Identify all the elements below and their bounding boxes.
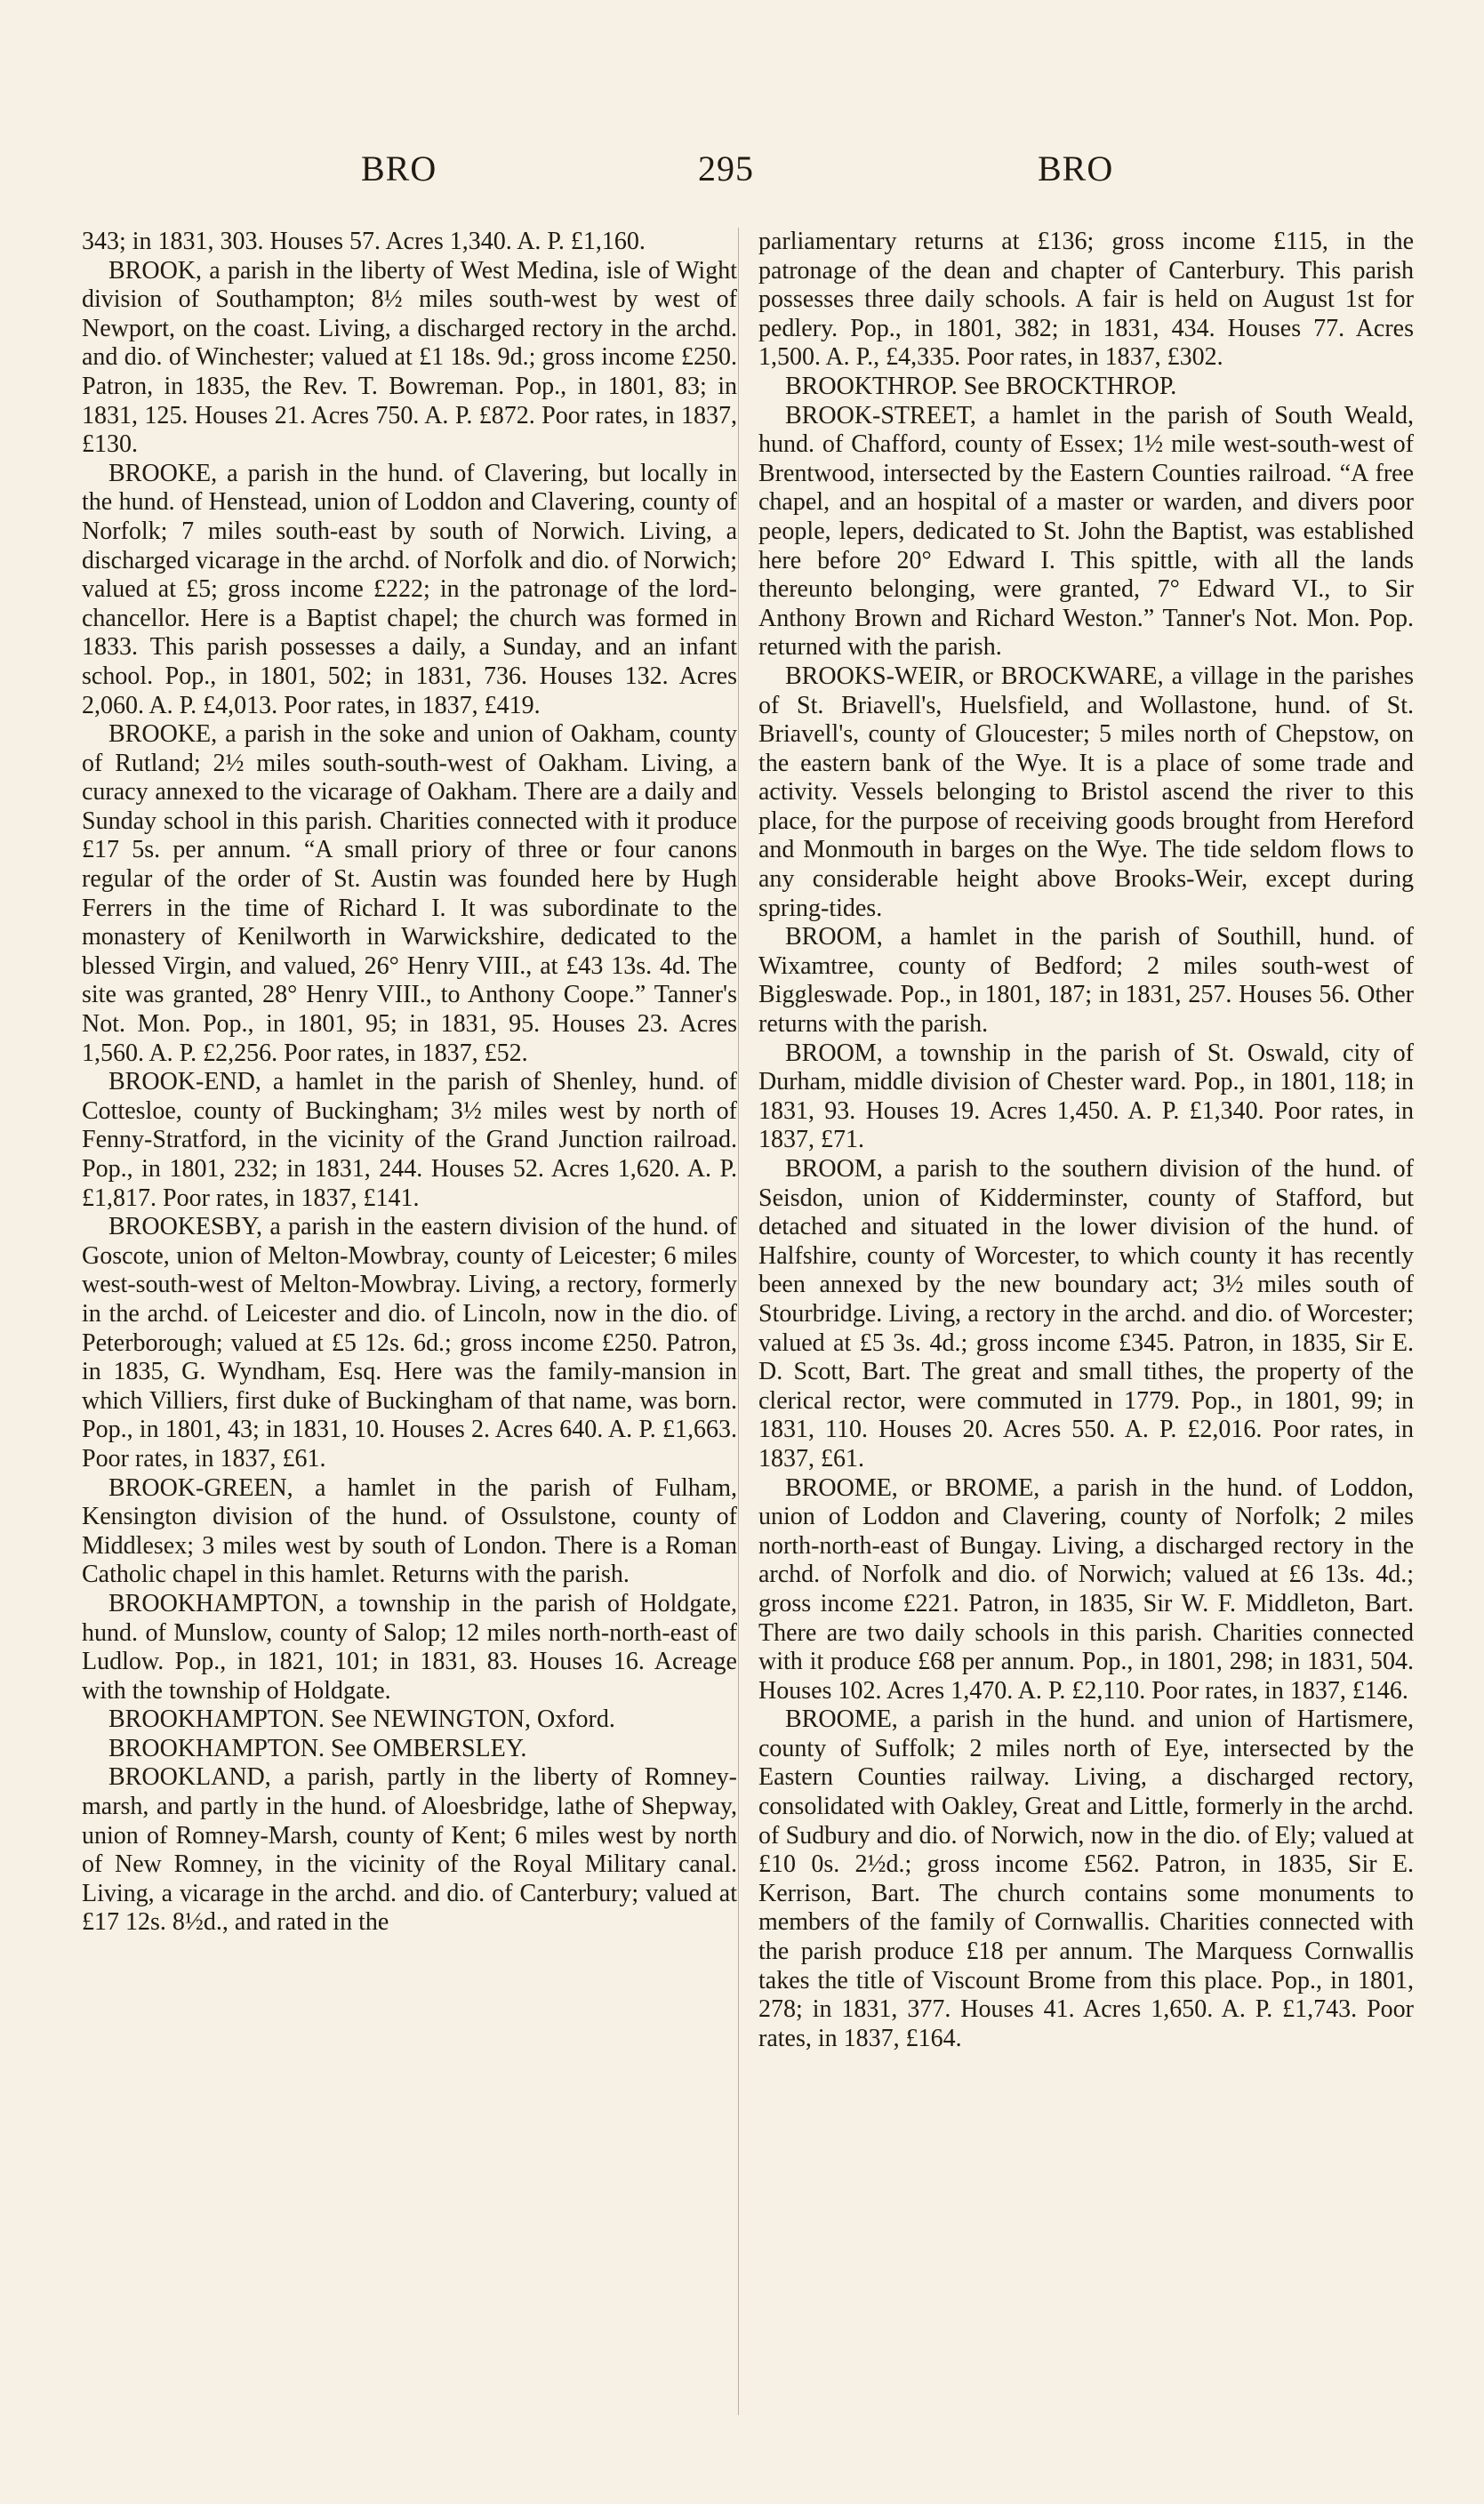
right-column <box>758 228 1414 2468</box>
gazetteer-entry: BROOKTHROP. See BROCKTHROP. <box>785 372 1177 400</box>
page-number: 295 <box>698 148 754 189</box>
gazetteer-entry: BROOKE, a parish in the hund. of Clavering, but locally in the hund. of Henstead, union of Loddon and Clavering, county of Norfolk; 7 miles south-east by south of Norwich. Living, a discharged vicarage in the archd. of Norfolk and dio. of Norwich; valued at £5; gross income £222; in the patronage of the lord-chancellor. Here is a Baptist chapel; the church was formed in 1833. This parish possesses a daily, a Sunday, and an infant school. Pop., in 1801, 502; in 1831, 736. Houses 132. Acres 2,060. A. P. £4,013. Poor rates, in 1837, £419. <box>82 459 737 719</box>
gazetteer-entry: BROOK-STREET, a hamlet in the parish of South Weald, hund. of Chafford, county of Essex; 1½ mile west-south-west of Brentwood, intersected by the Eastern Counties railroad. “A free chapel, and an hospital of a master or warden, and divers poor people, lepers, dedicated to St. John the Baptist, was established here before 20° Edward I. This spittle, with all the lands thereunto belonging, were granted, 7° Edward VI., to Sir Anthony Brown and Richard Weston.” Tanner's Not. Mon. Pop. returned with the parish. <box>758 401 1414 662</box>
gazetteer-entry: BROOME, a parish in the hund. and union of Hartismere, county of Suffolk; 2 miles north of Eye, intersected by the Eastern Counties railway. Living, a discharged rectory, consolidated with Oakley, Great and Little, formerly in the archd. of Sudbury and dio. of Norwich, now in the dio. of Ely; valued at £10 0s. 2½d.; gross income £562. Patron, in 1835, Sir E. Kerrison, Bart. The church contains some monuments to members of the family of Cornwallis. Charities connected with the parish produce £18 per annum. The Marquess Cornwallis takes the title of Viscount Brome from this place. Pop., in 1801, 278; in 1831, 377. Houses 41. Acres 1,650. A. P. £1,743. Poor rates, in 1837, £164. <box>758 1705 1414 2052</box>
continued-entry-text: parliamentary returns at £136; gross income £115, in the patronage of the dean and chapter of Canterbury. This parish possesses three daily schools. A fair is held on August 1st for pedlery. Pop., in 1801, 382; in 1831, 434. Houses 77. Acres 1,500. A. P., £4,335. Poor rates, in 1837, £302. <box>758 228 1414 372</box>
gazetteer-entry: BROOKE, a parish in the soke and union of Oakham, county of Rutland; 2½ miles south-south-west of Oakham. Living, a curacy annexed to the vicarage of Oakham. There are a daily and Sunday school in this parish. Charities connected with it produce £17 5s. per annum. “A small priory of three or four canons regular of the order of St. Austin was founded here by Hugh Ferrers in the time of Richard I. It was subordinate to the monastery of Kenilworth in Warwickshire, dedicated to the blessed Virgin, and valued, 26° Henry VIII., at £43 13s. 4d. The site was granted, 28° Henry VIII., to Anthony Coope.” Tanner's Not. Mon. Pop., in 1801, 95; in 1831, 95. Houses 23. Acres 1,560. A. P. £2,256. Poor rates, in 1837, £52. <box>82 720 737 1067</box>
gazetteer-entry: BROOME, or BROME, a parish in the hund. of Loddon, union of Loddon and Clavering, county of Norfolk; 2 miles north-north-east of Bungay. Living, a discharged rectory in the archd. of Norfolk and dio. of Norwich; valued at £6 13s. 4d.; gross income £221. Patron, in 1835, Sir W. F. Middleton, Bart. There are two daily schools in this parish. Charities connected with it produce £68 per annum. Pop., in 1801, 298; in 1831, 504. Houses 102. Acres 1,470. A. P. £2,110. Poor rates, in 1837, £146. <box>758 1473 1414 1705</box>
gazetteer-entry: BROOK, a parish in the liberty of West Medina, isle of Wight division of Southampton; 8½ miles south-west by west of Newport, on the coast. Living, a discharged rectory in the archd. and dio. of Winchester; valued at £1 18s. 9d.; gross income £250. Patron, in 1835, the Rev. T. Bowreman. Pop., in 1801, 83; in 1831, 125. Houses 21. Acres 750. A. P. £872. Poor rates, in 1837, £130. <box>82 256 737 459</box>
gazetteer-entry: BROOKHAMPTON. See OMBERSLEY. <box>108 1734 527 1762</box>
gazetteer-entry: BROOKHAMPTON, a township in the parish of Holdgate, hund. of Munslow, county of Salop; 12 miles north-north-east of Ludlow. Pop., in 1821, 101; in 1831, 83. Houses 16. Acreage with the township of Holdgate. <box>82 1589 737 1705</box>
header-right-keyword: BRO <box>1038 148 1114 189</box>
header-left-keyword: BRO <box>361 148 437 189</box>
gazetteer-entry: BROOKHAMPTON. See NEWINGTON, Oxford. <box>108 1705 615 1734</box>
gazetteer-entry: BROOM, a parish to the southern division of the hund. of Seisdon, union of Kidderminster, county of Stafford, but detached and situated in the lower division of the hund. of Halfshire, county of Worcester, to which county it has recently been annexed by the new boundary act; 3½ miles south of Stourbridge. Living, a rectory in the archd. and dio. of Worcester; valued at £5 3s. 4d.; gross income £345. Patron, in 1835, Sir E. D. Scott, Bart. The great and small tithes, the property of the clerical rector, were commuted in 1779. Pop., in 1801, 99; in 1831, 110. Houses 20. Acres 550. A. P. £2,016. Poor rates, in 1837, £61. <box>758 1155 1414 1473</box>
gazetteer-entry: BROOM, a hamlet in the parish of Southill, hund. of Wixamtree, county of Bedford; 2 miles south-west of Biggleswade. Pop., in 1801, 187; in 1831, 257. Houses 56. Other returns with the parish. <box>758 923 1414 1039</box>
gazetteer-entry: BROOK-END, a hamlet in the parish of Shenley, hund. of Cottesloe, county of Buckingham; 3½ miles west by north of Fenny-Stratford, in the vicinity of the Grand Junction railroad. Pop., in 1801, 232; in 1831, 244. Houses 52. Acres 1,620. A. P. £1,817. Poor rates, in 1837, £141. <box>82 1068 737 1212</box>
continued-entry-text: 343; in 1831, 303. Houses 57. Acres 1,340. A. P. £1,160. <box>82 228 646 255</box>
column-divider <box>738 228 739 2415</box>
gazetteer-entry: BROOKS-WEIR, or BROCKWARE, a village in the parishes of St. Briavell's, Huelsfield, and Wollastone, hund. of St. Briavell's, county of Gloucester; 5 miles north of Chepstow, on the eastern bank of the Wye. It is a place of some trade and activity. Vessels belonging to Bristol ascend the river to this place, for the purpose of receiving goods brought from Hereford and Monmouth in barges on the Wye. The tide seldom flows to any considerable height above Brooks-Weir, except during spring-tides. <box>758 662 1414 922</box>
gazetteer-entry: BROOM, a township in the parish of St. Oswald, city of Durham, middle division of Chester ward. Pop., in 1801, 118; in 1831, 93. Houses 19. Acres 1,450. A. P. £1,340. Poor rates, in 1837, £71. <box>758 1039 1414 1154</box>
gazetteer-entry: BROOKESBY, a parish in the eastern division of the hund. of Goscote, union of Melton-Mowbray, county of Leicester; 6 miles west-south-west of Melton-Mowbray. Living, a rectory, formerly in the archd. of Leicester and dio. of Lincoln, now in the dio. of Peterborough; valued at £5 12s. 6d.; gross income £250. Patron, in 1835, G. Wyndham, Esq. Here was the family-mansion in which Villiers, first duke of Buckingham of that name, was born. Pop., in 1801, 43; in 1831, 10. Houses 2. Acres 640. A. P. £1,663. Poor rates, in 1837, £61. <box>82 1213 737 1473</box>
gazetteer-entry: BROOK-GREEN, a hamlet in the parish of Fulham, Kensington division of the hund. of Ossulstone, county of Middlesex; 3 miles west by south of London. There is a Roman Catholic chapel in this hamlet. Returns with the parish. <box>82 1473 737 1589</box>
gazetteer-entry: BROOKLAND, a parish, partly in the liberty of Romney-marsh, and partly in the hund. of Aloesbridge, lathe of Shepway, union of Romney-Marsh, county of Kent; 6 miles west by north of New Romney, in the vicinity of the Royal Military canal. Living, a vicarage in the archd. and dio. of Canterbury; valued at £17 12s. 8½d., and rated in the <box>82 1763 737 1937</box>
left-column <box>82 228 737 2468</box>
running-header <box>0 148 1484 201</box>
